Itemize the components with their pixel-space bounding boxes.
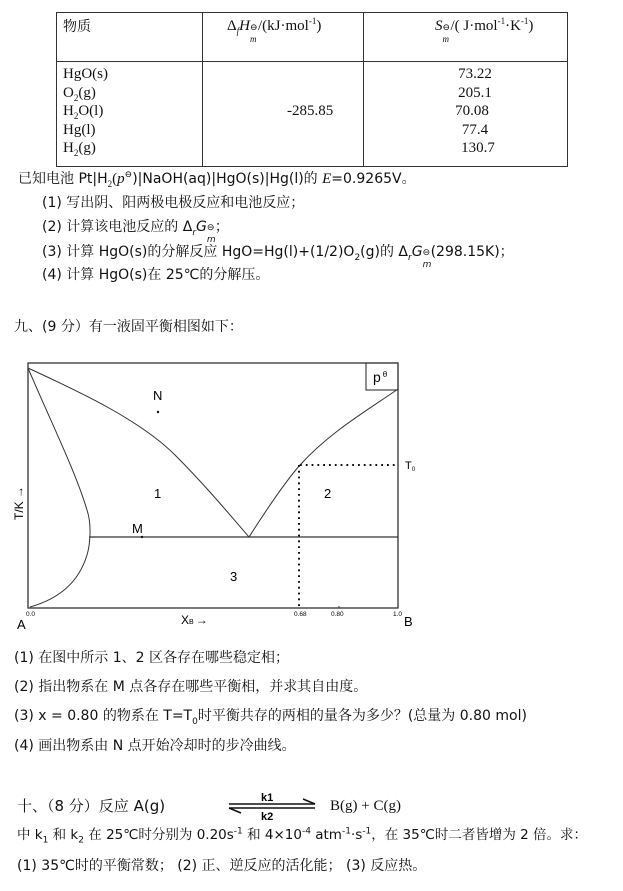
table-cell-entropy: 130.7 [461, 140, 495, 156]
table-header-divider [57, 61, 567, 62]
q8-item-2: (2) 计算该电池反应的 $\Delta_rG$ ⊖ m ； [42, 219, 229, 245]
phase-diagram [0, 350, 430, 635]
region-1-label: 1 [154, 486, 162, 501]
table-cell-substance: $H_2(g)$ [63, 140, 96, 158]
x-axis-label: XB → [181, 613, 208, 627]
q10-line-3: (1) 35℃时的平衡常数； (2) 正、逆反应的活化能； (3) 反应热。 [17, 858, 427, 874]
point-n-label: N [153, 388, 163, 403]
q8-intro: 已知电池 $Pt|H_2(p^⊖)|NaOH(aq)|HgO(s)|Hg(l)$的 E=0.9265V。 [18, 169, 416, 189]
pressure-label: p $^\theta$ [373, 369, 388, 385]
table-cell-substance: Hg(l) [63, 121, 96, 138]
table-cell-enthalpy: -285.85 [287, 103, 334, 119]
table-cell-entropy: 205.1 [458, 84, 492, 101]
k2-label: k2 [261, 811, 274, 822]
q10-title: 十、（8 分）反应 A(g) [17, 797, 166, 815]
point-m-marker [141, 536, 143, 538]
t0-label: T0 [405, 460, 416, 473]
endpoint-b-label: B [404, 614, 413, 629]
x-tick-label: 0.80 [331, 611, 344, 618]
q8-item-1: (1) 写出阴、阳两极电极反应和电池反应； [42, 195, 305, 211]
q8-item-3: (3) 计算 HgO(s)的分解反应 $HgO=Hg(l)+(1/2)O_2(g)$的 $\Delta_rG$ ⊖ m (298.15K)； [42, 244, 514, 270]
endpoint-a-label: A [17, 617, 26, 632]
q9-question-1: (1) 在图中所示 1、2 区各存在哪些稳定相； [14, 650, 289, 666]
entropy-column [445, 65, 505, 158]
region-2-label: 2 [324, 486, 332, 501]
q8-item-4: (4) 计算 HgO(s)在 25℃的分解压。 [42, 267, 270, 283]
table-cell-entropy: 70.08 [455, 103, 489, 119]
table-col-divider [202, 13, 203, 166]
table-cell-substance: $O_2(g)$ [63, 84, 96, 103]
q10-line-2: 中 $k_1$ 和 $k_2$ 在 25℃时分别为 $0.20s^{-1}$ 和 $4\times 10^{-4}$ $atm^{-1}\cdot s^{-1}$，在 35℃时二者皆增为 2 倍。求： [17, 826, 588, 846]
region-3-label: 3 [230, 569, 238, 584]
header-entropy: S ⊖ m /( $J\cdot mol^{-1}\cdot K^{-1}$) [435, 16, 534, 44]
substance-column [63, 65, 108, 158]
table-cell-substance: HgO(s) [63, 66, 108, 82]
x-tick-label: 0.68 [294, 611, 307, 618]
header-enthalpy: $\Delta_fH$ ⊖ m /(kJ·mol$^{-1}$) [227, 16, 322, 44]
point-m-label: M [132, 521, 143, 536]
q9-question-4: (4) 画出物系由 N 点开始冷却时的步冷曲线。 [14, 738, 296, 754]
x-tick-label: 0.0 [26, 611, 36, 618]
x-tick-label: 1.0 [393, 611, 403, 618]
liquidus-right-curve [249, 389, 398, 537]
q9-question-2: (2) 指出物系在 M 点各存在哪些平衡相，并求其自由度。 [14, 679, 368, 695]
table-cell-entropy: 77.4 [461, 121, 489, 138]
k1-label: k1 [261, 792, 274, 804]
point-n-marker [157, 411, 159, 413]
table-cell-entropy: 73.22 [458, 66, 492, 82]
y-axis-label: T/K → [12, 485, 26, 520]
header-substance: 物质 [63, 19, 91, 35]
equilibrium-arrow-icon [225, 790, 325, 822]
chart-frame [28, 363, 398, 608]
liquidus-left-curve [28, 368, 249, 537]
q10-products: B(g) + C(g) [330, 798, 401, 814]
solid-solution-curve [28, 368, 90, 607]
table-cell-substance: $H_2O(l)$ [63, 103, 104, 121]
table-col-divider [363, 13, 364, 166]
thermo-data-table [56, 12, 568, 167]
q9-title: 九、(9 分）有一液固平衡相图如下： [14, 319, 243, 335]
q9-question-3: (3) x = 0.80 的物系在 $T=T_0$时平衡共存的两相的量各为多少？(总量为 0.80 mol) [14, 708, 527, 727]
